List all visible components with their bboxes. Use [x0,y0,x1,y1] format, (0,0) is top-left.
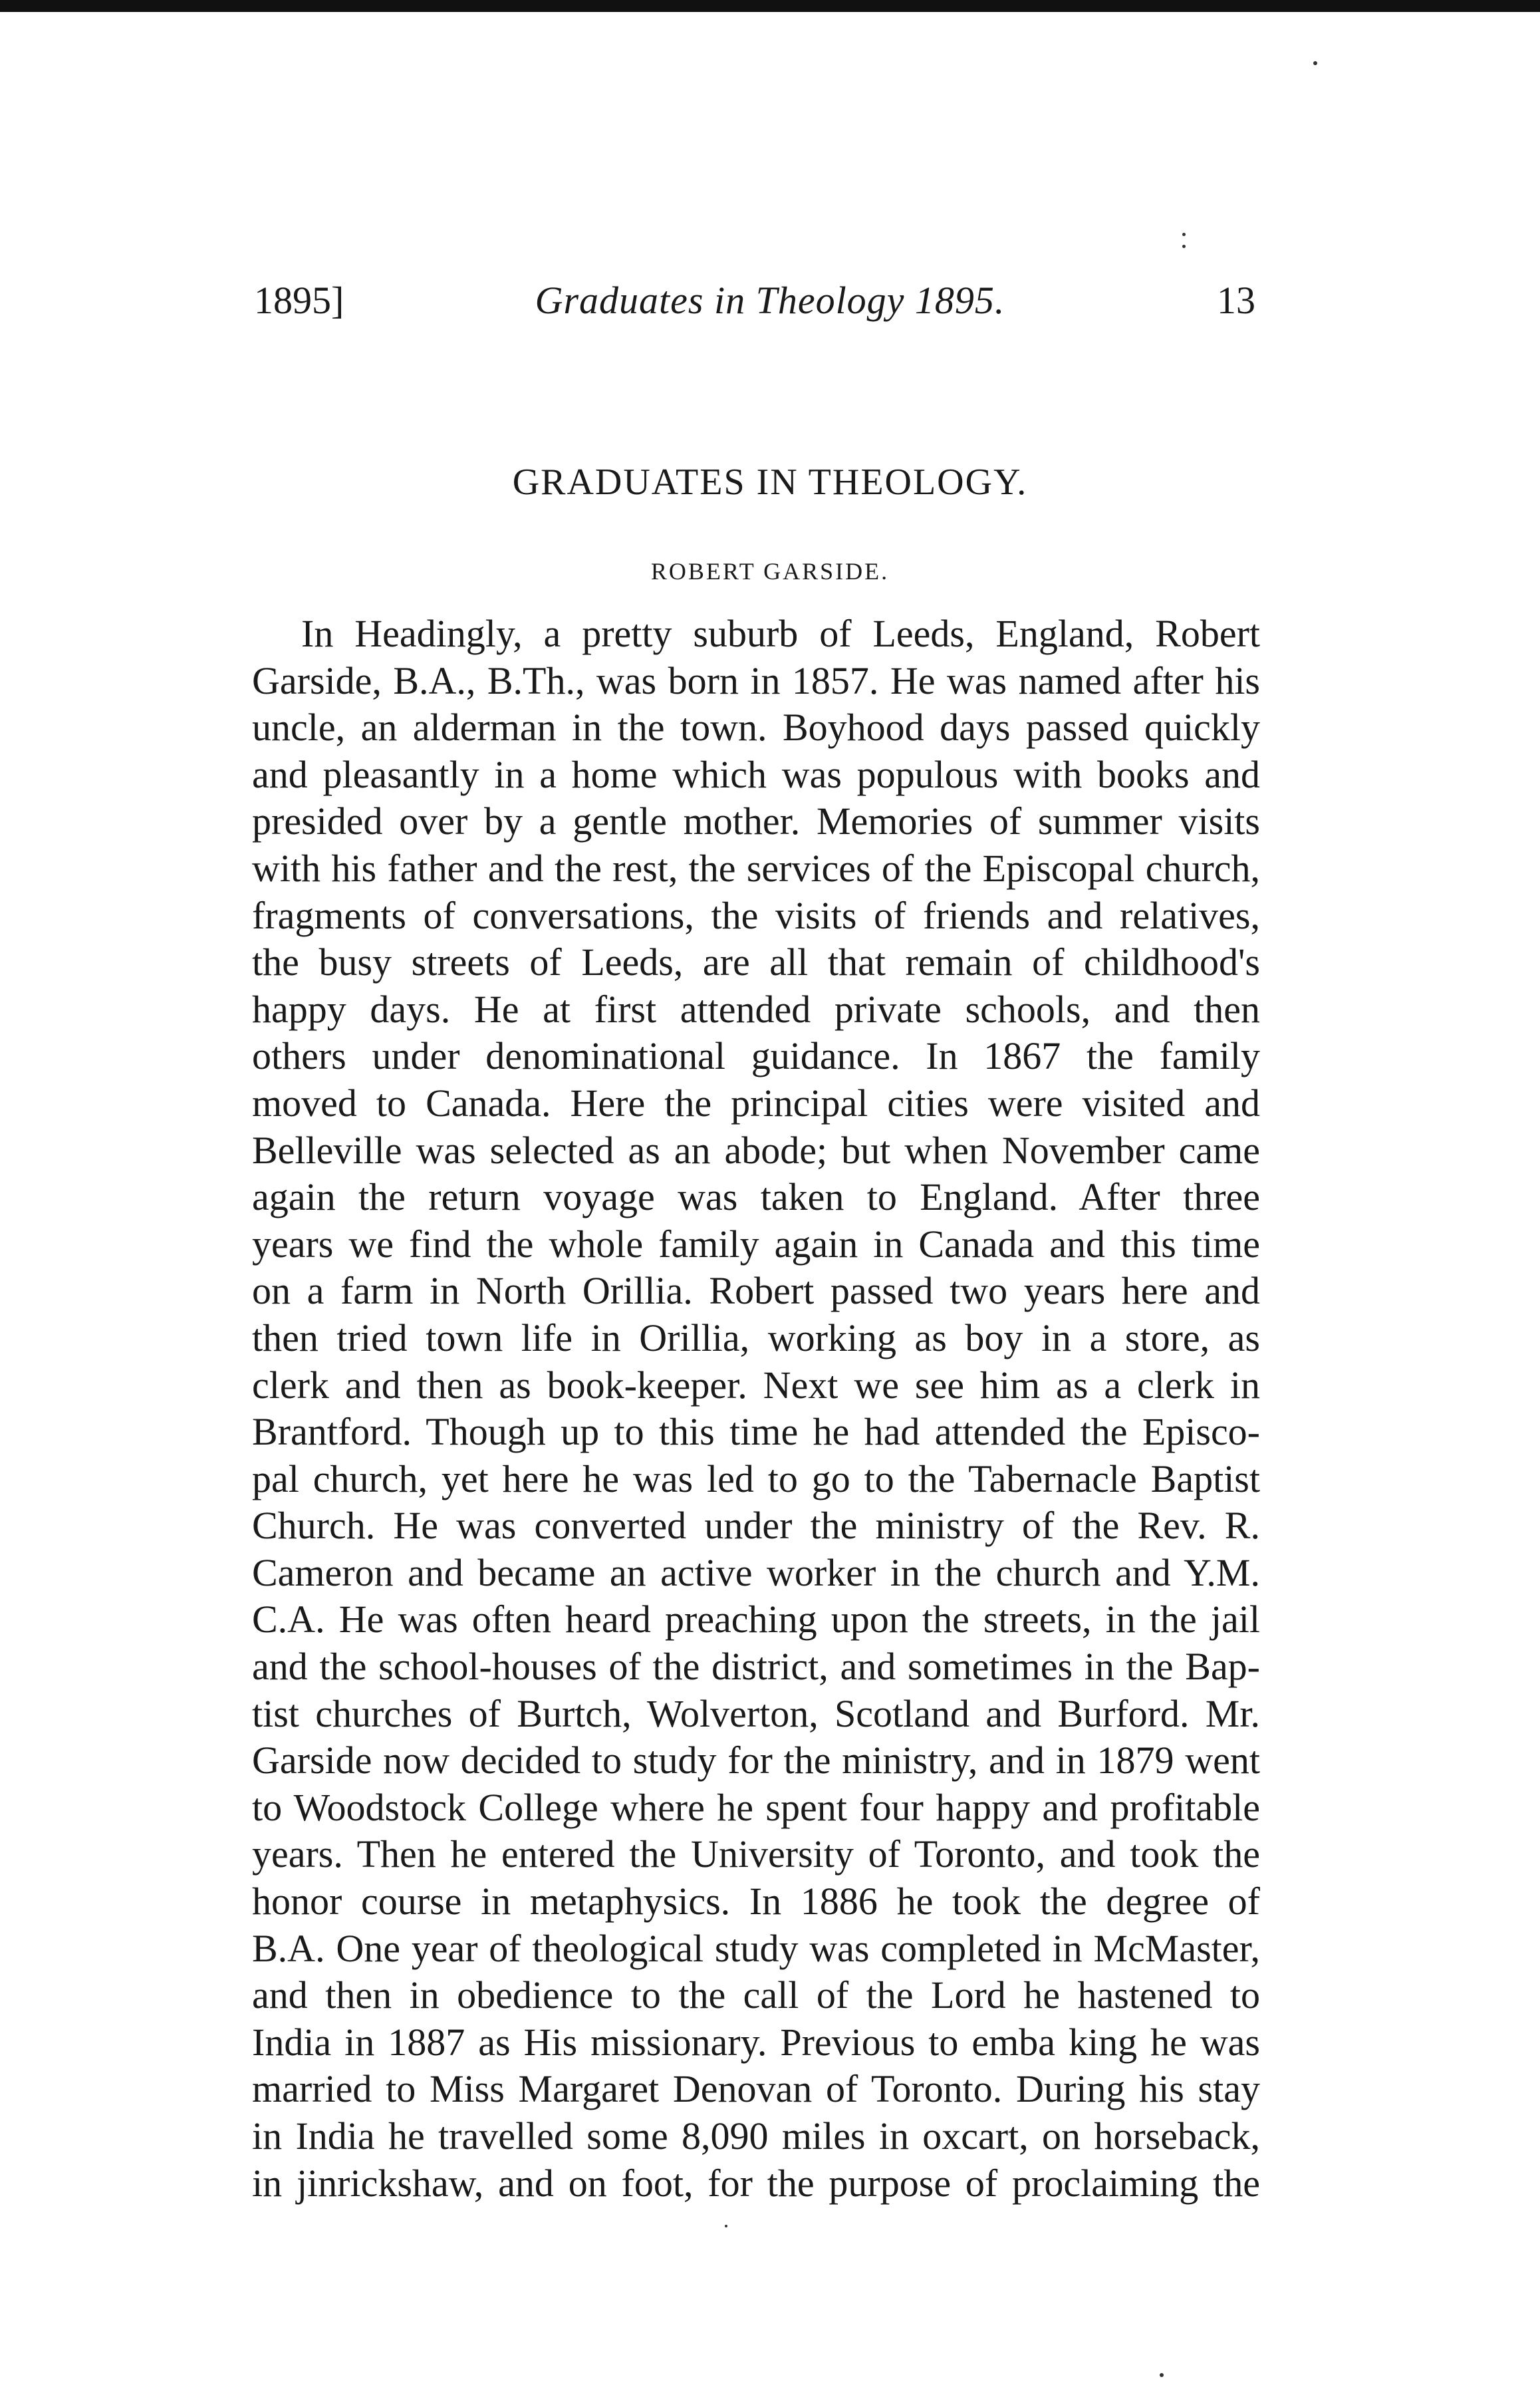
page-speck [1160,2373,1164,2377]
body-line: presided over by a gentle mother. Memories of summer visits [252,799,1260,843]
body-line: Church. He was converted under the ministry of the Rev. R. [252,1504,1260,1548]
body-line: with his father and the rest, the services of the Episcopal church, [252,846,1260,890]
body-line: In Headingly, a pretty suburb of Leeds, England, Robert [301,612,1260,655]
body-line: India in 1887 as His missionary. Previous to emba king he was [252,2020,1260,2064]
page-speck [725,2225,727,2227]
body-line: clerk and then as book-keeper. Next we see him as a clerk in [252,1363,1260,1407]
body-line: the busy streets of Leeds, are all that remain of childhood's [252,940,1260,984]
body-line: to Woodstock College where he spent four happy and profitable [252,1785,1260,1829]
body-line: Cameron and became an active worker in the church and Y.M. [252,1550,1260,1594]
running-head-year: 1895] [254,279,344,322]
body-line: pal church, yet here he was led to go to the Tabernacle Baptist [252,1457,1260,1500]
body-line: Garside now decided to study for the ministry, and in 1879 went [252,1739,1260,1782]
body-line: Brantford. Though up to this time he had attended the Episco- [252,1410,1260,1454]
body-line: others under denominational guidance. In 1867 the family [252,1034,1260,1078]
page-number: 13 [1217,279,1255,322]
body-line: and pleasantly in a home which was populous with books and [252,752,1260,796]
page-speck [1182,233,1186,236]
body-line: moved to Canada. Here the principal cities were visited and [252,1081,1260,1125]
body-line: Garside, B.A., B.Th., was born in 1857. He was named after his [252,658,1260,702]
page-speck [1313,61,1317,65]
body-line: again the return voyage was taken to England. After three [252,1175,1260,1219]
page-speck [1182,245,1186,248]
body-line: married to Miss Margaret Denovan of Toronto. During his stay [252,2067,1260,2111]
body-line: C.A. He was often heard preaching upon the streets, in the jail [252,1598,1260,1641]
running-head-title: Graduates in Theology 1895. [535,279,1005,322]
body-line: on a farm in North Orillia. Robert passed two years here and [252,1269,1260,1313]
body-line: then tried town life in Orillia, working as boy in a store, as [252,1316,1260,1359]
body-line: and then in obedience to the call of the Lord he hastened to [252,1973,1260,2017]
running-head [0,274,1540,327]
body-line: years. Then he entered the University of Toronto, and took the [252,1832,1260,1876]
biography-subject-name: ROBERT GARSIDE. [650,558,890,585]
body-line: tist churches of Burtch, Wolverton, Scotland and Burford. Mr. [252,1691,1260,1735]
body-line: happy days. He at first attended private schools, and then [252,987,1260,1031]
biography-body [252,611,1260,2207]
body-line: honor course in metaphysics. In 1886 he took the degree of [252,1880,1260,1923]
section-heading: GRADUATES IN THEOLOGY. [512,462,1028,503]
body-line: Belleville was selected as an abode; but when November came [252,1128,1260,1172]
body-line: B.A. One year of theological study was completed in McMaster, [252,1926,1260,1970]
body-line: fragments of conversations, the visits of friends and relatives, [252,893,1260,937]
body-line: and the school-houses of the district, and sometimes in the Bap- [252,1645,1260,1689]
body-line: in jinrickshaw, and on foot, for the purpose of proclaiming the [252,2161,1260,2205]
body-line: years we find the whole family again in Canada and this time [252,1222,1260,1266]
body-line: uncle, an alderman in the town. Boyhood days passed quickly [252,706,1260,750]
top-border-rule [0,0,1540,12]
body-line: in India he travelled some 8,090 miles in oxcart, on horseback, [252,2114,1260,2158]
